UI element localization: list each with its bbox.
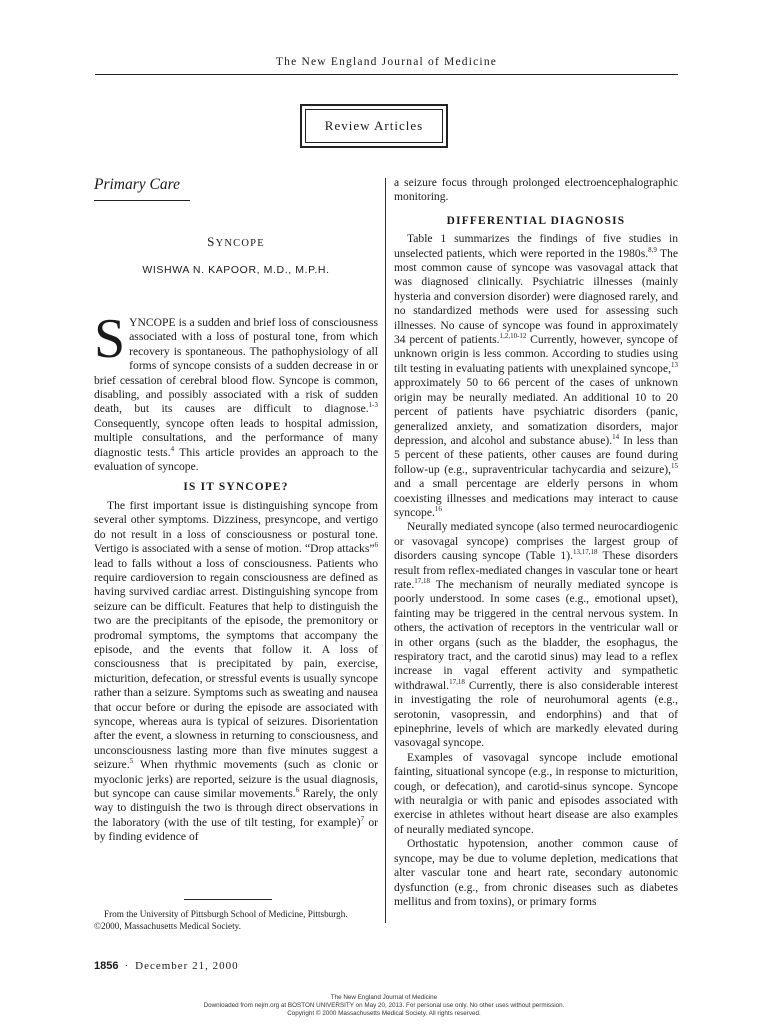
issue-date: December 21, 2000 [135,960,239,972]
section-box-label: Review Articles [305,109,443,143]
department-label: Primary Care [94,176,180,193]
article-title-rest: YNCOPE [215,238,265,249]
body-paragraph: Examples of vasovagal syncope include emotional fainting, situational syncope (e.g., in response to micturition, cough, or defecation), and carotid-sinus syncope. Syncope with neuralgia or with panic and episodes associated with exercise in athletes without heart disease are also examples of neurally mediated syncope. [394,750,678,836]
download-notice: The New England Journal of Medicine Downloaded from nejm.org at BOSTON UNIVERSITY on May 20, 2013. For personal use only. No other uses without permission. Copyright © 2000 Massachusetts Medical Society. All rights reserved. [203,994,565,1017]
footer-separator: · [124,960,130,972]
body-paragraph: Orthostatic hypotension, another common cause of syncope, may be due to volume depletion, medications that alter vascular tone and heart rate, secondary autonomic dysfunction (e.g., from chronic diseases such as diabetes mellitus and from toxins), or primary forms [394,837,678,908]
right-column [394,176,678,909]
header-rule [95,74,678,75]
section-heading-is-it-syncope: IS IT SYNCOPE? [183,481,289,494]
body-paragraph: The first important issue is distinguishing syncope from several other symptoms. Dizziness, presyncope, and vertigo do not result in a loss of consciousness or postural tone. Vertigo is associated with a sense of motion. “Drop attacks”$^6$ lead to falls without a loss of consciousness. Patients who require cardioversion to regain consciousness are defined as having survived cardiac arrest. Distinguishing syncope from seizure can be difficult. Features that help to distinguish the two are the precipitants of the episode, the premonitory or prodromal symptoms, the symptoms that accompany the episode, and the events that follow it. A loss of consciousness that is precipitated by pain, exercise, micturition, defecation, or stressful events is usually syncope rather than a seizure. Symptoms such as sweating and nausea that occur before or during the episode are associated with syncope, whereas aura is typical of seizures. Disorientation after the event, a slowness in returning to consciousness, and unconsciousness lasting more than five minutes suggest a seizure.$^5$ When rhythmic movements (such as clonic or myoclonic jerks) are reported, seizure is the usual diagnosis, but syncope can cause similar movements.$^6$ Rarely, the only way to distinguish the two is through direct observations in the laboratory (with the use of tilt testing, for example)$^7$ or by finding evidence of [94,498,378,844]
body-paragraph: Table 1 summarizes the findings of five studies in unselected patients, which were reported in the 1980s.$^{8,9}$ The most common cause of syncope was vasovagal attack that was diagnosed clinically. Psychiatric illnesses (mainly hysteria and conversion disorder) were diagnosed rarely, and no standardized methods were used for assessing such illnesses. No cause of syncope was found in approximately 34 percent of patients.$^{1,2,10-12}$ Currently, however, syncope of unknown origin is less common. According to studies using tilt testing in evaluating patients with unexplained syncope,$^{13}$ approximately 50 to 66 percent of the cases of unknown origin may be neurally mediated. An additional 10 to 20 percent of patients have psychiatric disorders (panic, generalized anxiety, and somatization disorders, major depression, and alcohol and substance abuse).$^{14}$ In less than 5 percent of these patients, other causes are found during follow-up (e.g., supraventricular tachycardia and seizure),$^{15}$ and a small percentage are elderly persons in whom coexisting illnesses and medications may interact to cause syncope.$^{16}$ [394,232,678,519]
page-number: 1856 [94,960,119,972]
page-footer [94,960,239,972]
article-title-initial: S [207,234,216,249]
body-paragraph: Neurally mediated syncope (also termed neurocardiogenic or vasovagal syncope) comprises the largest group of disorders causing syncope (Table 1).$^{13,17,18}$ These disorders result from reflex-mediated changes in vascular tone or heart rate.$^{17,18}$ The mechanism of neurally mediated syncope is poorly understood. In some cases (e.g., emotional upset), fainting may be triggered in the central nervous system. In others, the activation of receptors in the ventricular wall or in other organs (such as the bladder, the esophagus, the respiratory tract, and the carotid sinus) may lead to a reflex increase in vagal efferent activity and sympathetic withdrawal.$^{17,18}$ Currently, there is also considerable interest in investigating the role of neurohumoral agents (e.g., serotonin, vasopressin, and endorphins) and that of epinephrine, levels of which are markedly elevated during vasovagal syncope. [394,520,678,750]
department-rule [94,200,190,201]
footnote-rule [184,899,272,900]
article-title [94,234,378,250]
affiliation-footnote: From the University of Pittsburgh School of Medicine, Pittsburgh. ©2000, Massachusetts Medical Society. [94,909,348,931]
column-divider [385,178,386,923]
section-box [300,104,448,148]
journal-header: The New England Journal of Medicine [275,56,498,68]
section-heading-differential-diagnosis: DIFFERENTIAL DIAGNOSIS [446,214,626,227]
left-column [94,308,378,845]
drop-cap: S [94,308,126,370]
continued-paragraph: a seizure focus through prolonged electroencephalographic monitoring. [394,176,678,204]
intro-paragraph: SYNCOPE is a sudden and brief loss of consciousness associated with a loss of postural tone, from which recovery is spontaneous. The pathophysiology of all forms of syncope consists of a sudden decrease in or brief cessation of cerebral blood flow. Syncope is common, disabling, and possibly associated with a risk of sudden death, but its causes are difficult to diagnose.$^{1-3}$ Consequently, syncope often leads to hospital admission, multiple consultations, and the performance of many diagnostic tests.$^4$ This article provides an approach to the evaluation of syncope. [94,308,378,474]
article-author: WISHWA N. KAPOOR, M.D., M.P.H. [142,264,330,276]
